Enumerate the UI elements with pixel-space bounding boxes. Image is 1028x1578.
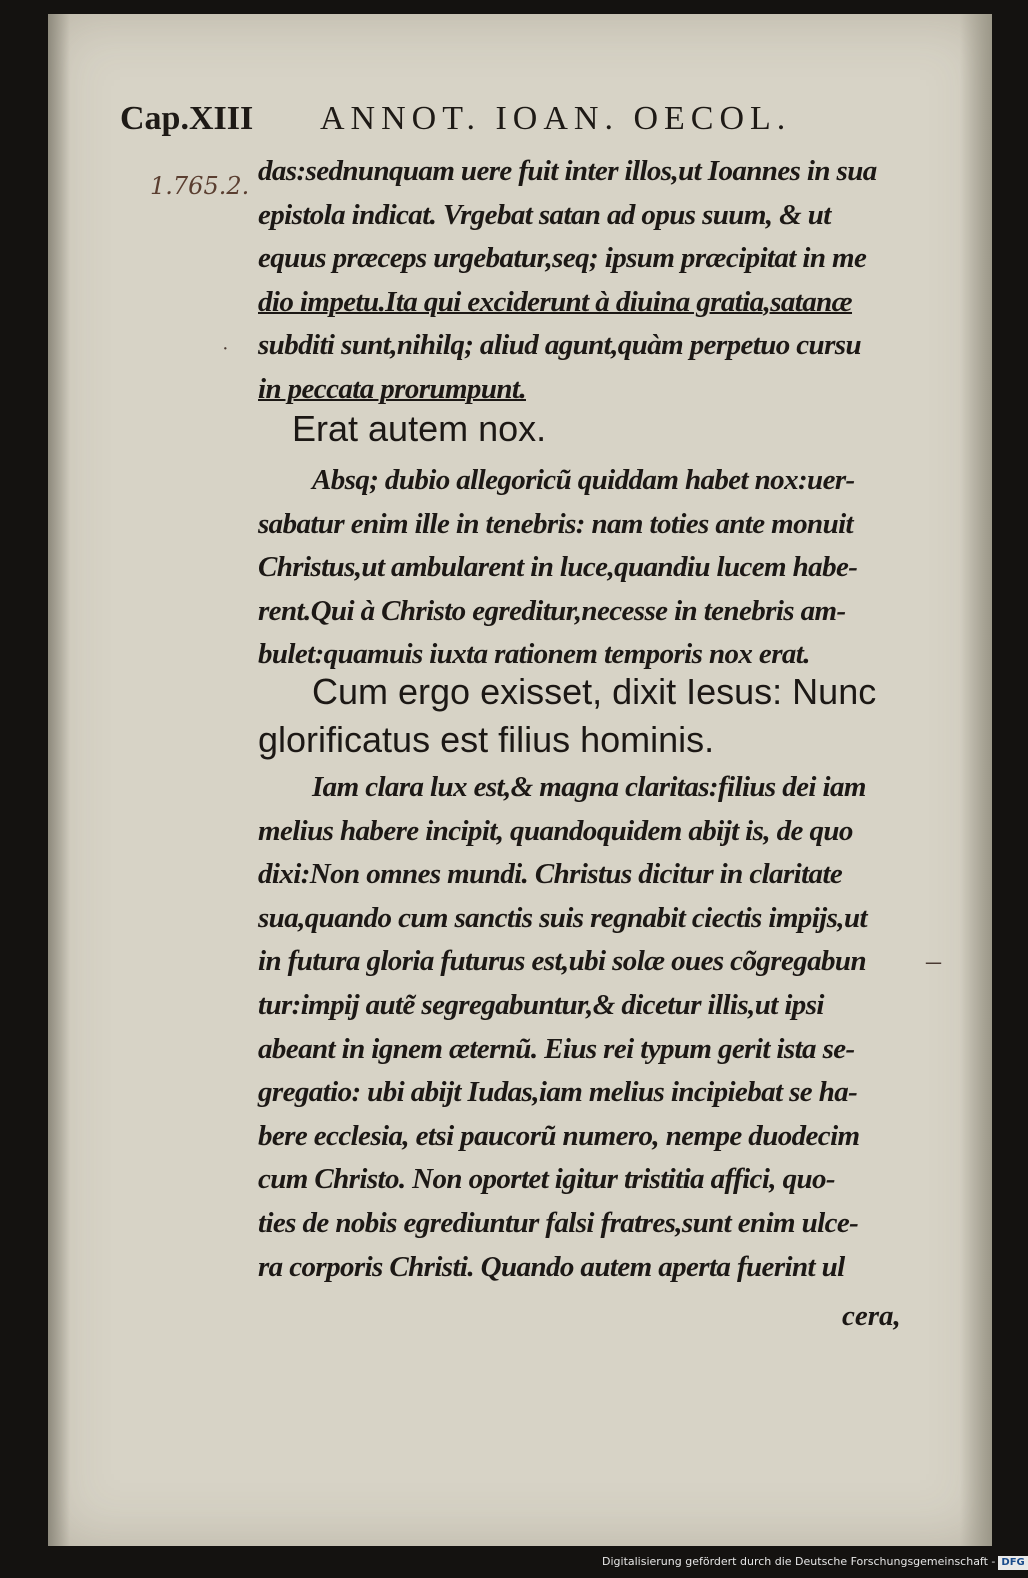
- text-block-1: [258, 150, 930, 412]
- text-line: cum Christo. Non oportet igitur tristitia affici, quo-: [258, 1163, 835, 1196]
- section-heading: Cum ergo exisset, dixit Iesus: Nunc: [312, 671, 877, 712]
- text-line: epistola indicat. Vrgebat satan ad opus suum, & ut: [258, 198, 831, 231]
- section-heading: Erat autem nox.: [292, 408, 547, 449]
- text-line: dio impetu.Ita qui exciderunt à diuina gratia,satanæ: [258, 285, 853, 318]
- page-right-edge: [960, 14, 992, 1546]
- footer-text: Digitalisierung gefördert durch die Deutsche Forschungsgemeinschaft -: [602, 1555, 996, 1568]
- text-line: sua,quando cum sanctis suis regnabit ciectis impijs,ut: [258, 901, 867, 934]
- margin-dot-mark: ·: [222, 338, 229, 360]
- dfg-logo: DFG: [998, 1556, 1027, 1570]
- text-line: abeant in ignem æternũ. Eius rei typum gerit ista se-: [258, 1032, 855, 1065]
- text-line: Christus,ut ambularent in luce,quandiu lucem habe-: [258, 551, 858, 584]
- text-line: melius habere incipit, quandoquidem abijt is, de quo: [258, 814, 853, 847]
- text-line: gregatio: ubi abijt Iudas,iam melius incipiebat se ha-: [258, 1076, 858, 1109]
- heading-cum-ergo: [258, 668, 930, 764]
- text-line: bere ecclesia, etsi paucorũ numero, nempe duodecim: [258, 1119, 860, 1152]
- heading-erat-autem-nox: [292, 408, 964, 450]
- margin-dash-mark: –: [926, 944, 941, 977]
- digitization-footer: [602, 1552, 1025, 1572]
- text-line: rent.Qui à Christo egreditur,necesse in tenebris am-: [258, 594, 846, 627]
- section-heading: glorificatus est filius hominis.: [258, 719, 715, 760]
- text-line: tur:impij autẽ segregabuntur,& dicetur illis,ut ipsi: [258, 988, 824, 1021]
- handwritten-margin-note: 1.765.2.: [150, 172, 250, 200]
- text-block-2: [258, 459, 930, 677]
- text-line: sabatur enim ille in tenebris: nam toties ante monuit: [258, 507, 854, 540]
- catchword: cera,: [842, 1300, 901, 1332]
- text-block-3: [258, 766, 930, 1289]
- page-left-edge: [48, 14, 70, 1546]
- text-line: subditi sunt,nihilq; aliud agunt,quàm perpetuo cursu: [258, 329, 861, 362]
- text-line: bulet:quamuis iuxta rationem temporis nox erat.: [258, 638, 810, 671]
- text-line: Absq; dubio allegoricũ quiddam habet nox:uer-: [312, 464, 855, 496]
- text-line: Iam clara lux est,& magna claritas:filius dei iam: [312, 771, 866, 803]
- text-line: das:sednunquam uere fuit inter illos,ut Ioannes in sua: [258, 155, 877, 187]
- text-line: in futura gloria futurus est,ubi solæ oues cõgregabun: [258, 945, 866, 978]
- chapter-number: Cap.XIII: [120, 100, 254, 137]
- text-line: ties de nobis egrediuntur falsi fratres,sunt enim ulce-: [258, 1206, 859, 1239]
- text-line: dixi:Non omnes mundi. Christus dicitur in claritate: [258, 858, 843, 891]
- running-title: ANNOT. IOAN. OECOL.: [320, 100, 792, 137]
- running-header: [120, 100, 840, 150]
- text-line: equus præceps urgebatur,seq; ipsum præcipitat in me: [258, 242, 867, 275]
- text-line: in peccata prorumpunt.: [258, 372, 526, 405]
- text-line: ra corporis Christi. Quando autem aperta fuerint ul: [258, 1250, 845, 1283]
